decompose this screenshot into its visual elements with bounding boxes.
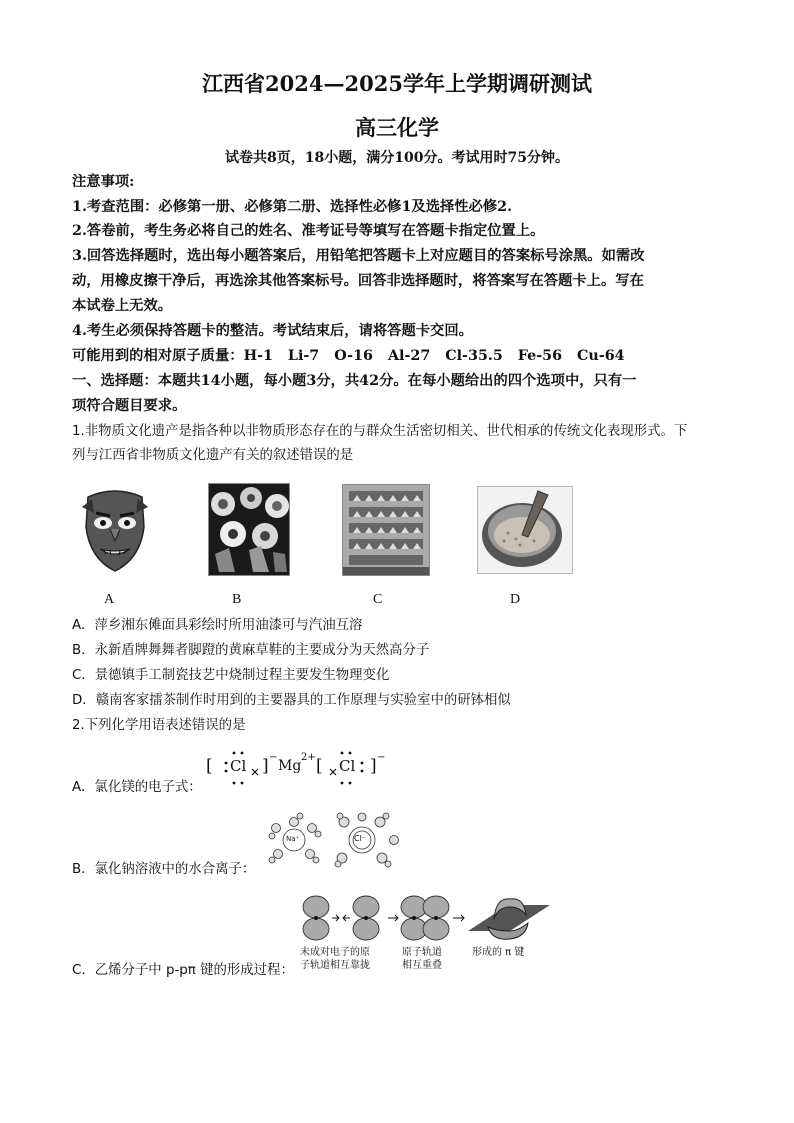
pi-caption-1-line-1: 未成对电子的原 bbox=[300, 947, 370, 958]
pi-bond-formation-diagram bbox=[298, 893, 553, 973]
q1-option-b: B．永新盾牌舞舞者脚蹬的黄麻草鞋的主要成分为天然高分子 bbox=[72, 643, 430, 658]
mg-symbol: Mg bbox=[278, 758, 302, 774]
mass-o: O-16 bbox=[334, 348, 374, 364]
exam-info: 试卷共8页，18小题，满分100分。考试用时75分钟。 bbox=[225, 150, 569, 166]
na-ion-label: Na⁺ bbox=[286, 835, 300, 843]
atomic-masses bbox=[72, 344, 625, 368]
note-3-line-3: 本试卷上无效。 bbox=[72, 298, 173, 314]
exam-subtitle: 高三化学 bbox=[355, 115, 439, 140]
cl-right-charge: − bbox=[377, 752, 386, 763]
porcelain-kiln-image bbox=[342, 484, 430, 576]
note-3-line-2: 动，用橡皮擦干净后，再选涂其他答案标号。回答非选择题时，将答案写在答题卡上。写在 bbox=[72, 273, 644, 289]
atomic-masses-label: 可能用到的相对原子质量： bbox=[72, 348, 244, 364]
pi-caption-2-line-2: 相互重叠 bbox=[402, 960, 442, 971]
mass-al: Al-27 bbox=[387, 348, 431, 364]
note-4: 4.考生必须保持答题卡的整洁。考试结束后，请将答题卡交回。 bbox=[72, 323, 473, 339]
image-label-c: C bbox=[373, 592, 383, 607]
mass-li: Li-7 bbox=[287, 348, 320, 364]
mgcl2-electron-formula: [ Cl ] − Mg 2+ [ Cl ] − bbox=[206, 748, 406, 788]
cl-right-symbol: Cl bbox=[339, 757, 356, 775]
pi-caption-2-line-1: 原子轨道 bbox=[402, 947, 442, 958]
section-1-line-1: 一、选择题：本题共14小题，每小题3分，共42分。在每小题给出的四个选项中，只有一 bbox=[72, 373, 637, 389]
pi-caption-1-line-2: 子轨道相互靠拢 bbox=[300, 960, 370, 971]
cl-ion-label: Cl⁻ bbox=[354, 834, 367, 843]
tea-mortar-image bbox=[477, 486, 573, 574]
q1-stem-line-2: 列与江西省非物质文化遗产有关的叙述错误的是 bbox=[72, 448, 354, 463]
q2-option-b: B．氯化钠溶液中的水合离子： bbox=[72, 862, 256, 877]
mg-charge: 2+ bbox=[301, 752, 316, 763]
q1-option-a: A．萍乡湘东傩面具彩绘时所用油漆可与汽油互溶 bbox=[72, 618, 363, 633]
q2-option-c: C．乙烯分子中 p-pπ 键的形成过程： bbox=[72, 963, 294, 978]
exam-title: 江西省2024—2025学年上学期调研测试 bbox=[202, 71, 592, 96]
mass-fe: Fe-56 bbox=[517, 348, 563, 364]
pi-caption-3: 形成的 π 键 bbox=[472, 947, 525, 958]
notes-heading: 注意事项: bbox=[72, 174, 135, 190]
image-label-b: B bbox=[232, 592, 242, 607]
q1-stem-line-1: 1.非物质文化遗产是指各种以非物质形态存在的与群众生活密切相关、世代相承的传统文化表现形式。下 bbox=[72, 424, 688, 439]
q2-option-a: A．氯化镁的电子式： bbox=[72, 780, 202, 795]
image-label-d: D bbox=[510, 592, 521, 607]
q2-stem: 2.下列化学用语表述错误的是 bbox=[72, 718, 246, 733]
nuo-mask-image bbox=[80, 487, 150, 573]
hydrated-ions-diagram bbox=[262, 810, 406, 872]
image-label-a: A bbox=[104, 592, 115, 607]
mass-h: H-1 bbox=[243, 348, 273, 364]
note-1: 1.考查范围：必修第一册、必修第二册、选择性必修1及选择性必修2. bbox=[72, 199, 513, 215]
mass-cu: Cu-64 bbox=[577, 348, 625, 364]
mass-cl: Cl-35.5 bbox=[445, 348, 503, 364]
section-1-line-2: 项符合题目要求。 bbox=[72, 398, 187, 414]
cl-left-symbol: Cl bbox=[230, 757, 247, 775]
q1-option-d: D．赣南客家擂茶制作时用到的主要器具的工作原理与实验室中的研钵相似 bbox=[72, 693, 511, 708]
note-3-line-1: 3.回答选择题时，选出每小题答案后，用铅笔把答题卡上对应题目的答案标号涂黑。如需改 bbox=[72, 248, 645, 264]
shield-dance-image bbox=[208, 483, 290, 576]
q1-option-c: C．景德镇手工制瓷技艺中烧制过程主要发生物理变化 bbox=[72, 668, 390, 683]
cl-left-charge: − bbox=[269, 752, 278, 763]
note-2: 2.答卷前，考生务必将自己的姓名、准考证号等填写在答题卡指定位置上。 bbox=[72, 223, 545, 239]
